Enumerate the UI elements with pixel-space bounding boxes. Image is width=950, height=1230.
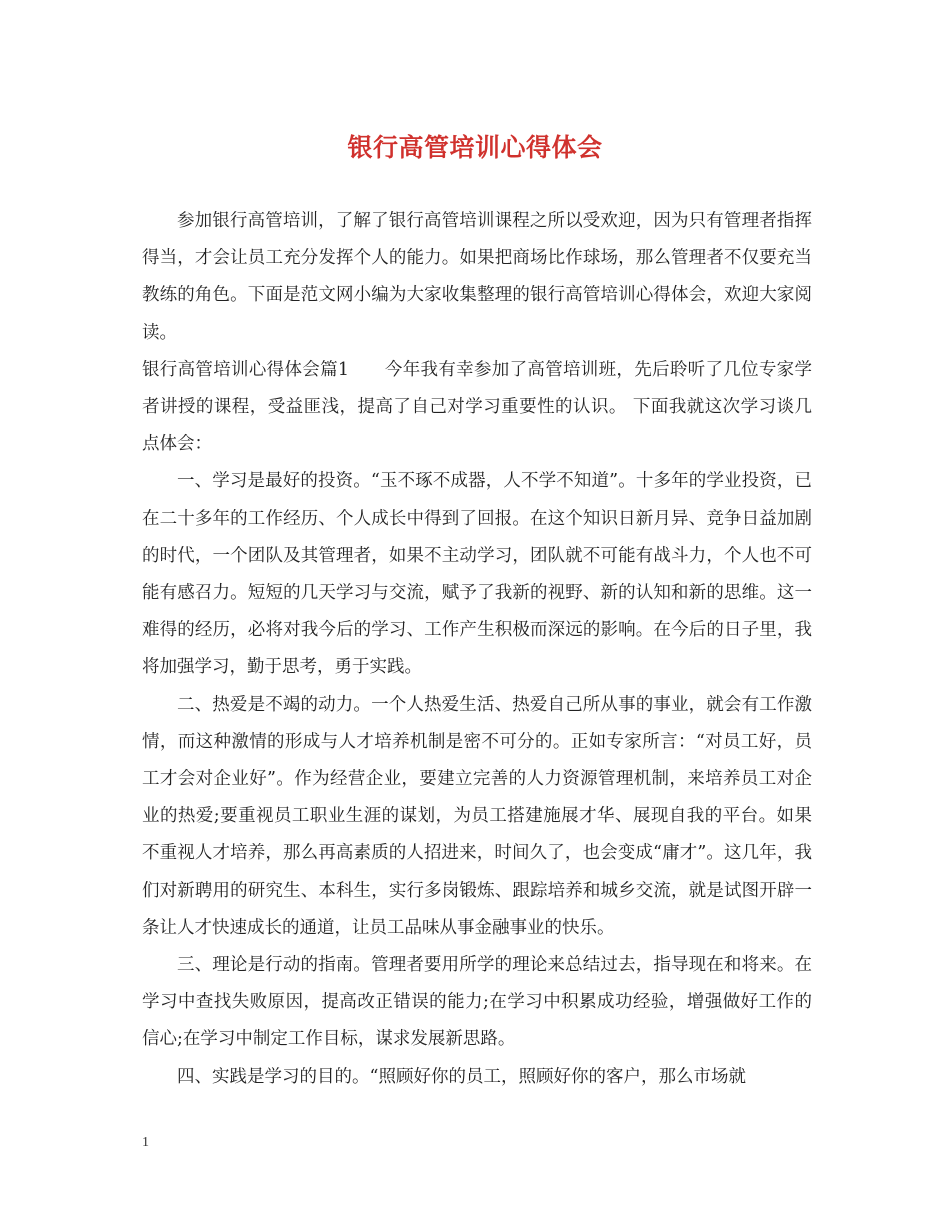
document-body [142,203,812,1096]
page-number: 1 [142,1135,149,1150]
paragraph-intro: 参加银行高管培训，了解了银行高管培训课程之所以受欢迎，因为只有管理者指挥得当，才会让员工充分发挥个人的能力。如果把商场比作球场，那么管理者不仅要充当教练的角色。下面是范文网小编为大家收集整理的银行高管培训心得体会，欢迎大家阅读。 [142,211,812,343]
paragraph-point-3: 三、理论是行动的指南。管理者要用所学的理论来总结过去，指导现在和将来。在学习中查找失败原因，提高改正错误的能力;在学习中积累成功经验，增强做好工作的信心;在学习中制定工作目标，谋求发展新思路。 [142,955,812,1050]
paragraph-point-4: 四、实践是学习的目的。“照顾好你的员工，照顾好你的客户，那么市场就 [177,1066,746,1087]
paragraph-point-1: 一、学习是最好的投资。“玉不琢不成器，人不学不知道”。十多年的学业投资，已在二十多年的工作经历、个人成长中得到了回报。在这个知识日新月异、竞争日益加剧的时代，一个团队及其管理者，如果不主动学习，团队就不可能有战斗力，个人也不可能有感召力。短短的几天学习与交流，赋予了我新的视野、新的认知和新的思维。这一难得的经历，必将对我今后的学习、工作产生积极而深远的影响。在今后的日子里，我将加强学习，勤于思考，勇于实践。 [142,471,812,678]
document-title: 银行高管培训心得体会 [347,133,603,162]
paragraph-chapter-heading: 银行高管培训心得体会篇1 今年我有幸参加了高管培训班，先后聆听了几位专家学者讲授的课程，受益匪浅，提高了自己对学习重要性的认识。 下面我就这次学习谈几点体会： [142,359,812,455]
paragraph-point-2: 二、热爱是不竭的动力。一个人热爱生活、热爱自己所从事的事业，就会有工作激情，而这种激情的形成与人才培养机制是密不可分的。正如专家所言：“对员工好，员工才会对企业好”。作为经营企业，要建立完善的人力资源管理机制，来培养员工对企业的热爱;要重视员工职业生涯的谋划，为员工搭建施展才华、展现自我的平台。如果不重视人才培养，那么再高素质的人招进来，时间久了，也会变成“庸才”。这几年，我们对新聘用的研究生、本科生，实行多岗锻炼、跟踪培养和城乡交流，就是试图开辟一条让人才快速成长的通道，让员工品味从事金融事业的快乐。 [142,694,812,938]
